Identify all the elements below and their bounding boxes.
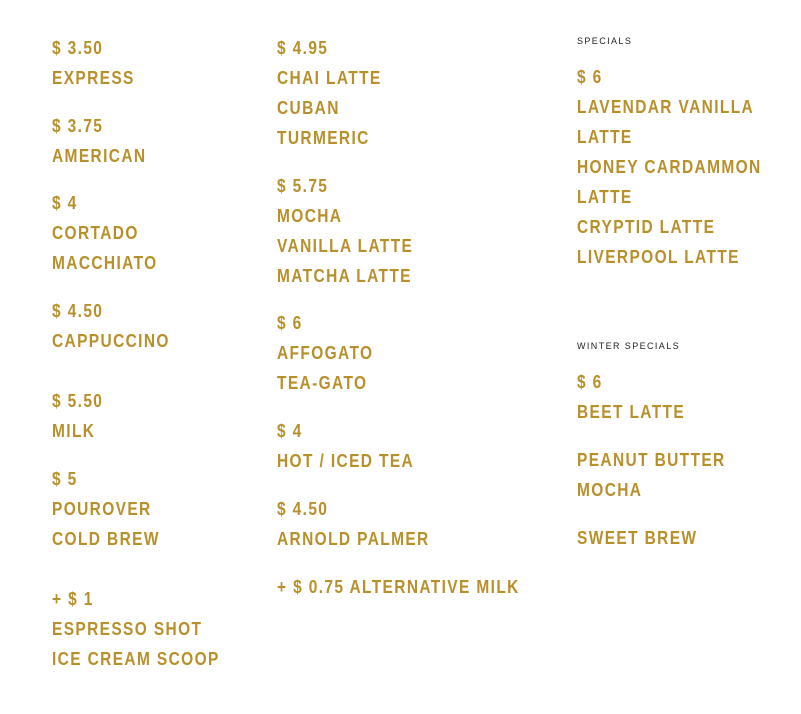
menu-item: PEANUT BUTTER — [577, 450, 726, 470]
menu-item: BEET LATTE — [577, 402, 686, 422]
menu-item: MOCHA — [277, 206, 343, 226]
menu-item: ICE CREAM SCOOP — [52, 649, 220, 669]
price-label: $ 5 — [52, 469, 78, 489]
price-label: $ 4 — [277, 421, 303, 441]
price-label: $ 3.50 — [52, 38, 104, 58]
menu-item: ESPRESSO SHOT — [52, 619, 203, 639]
price-label: $ 4 — [52, 193, 78, 213]
menu-item: AFFOGATO — [277, 343, 374, 363]
menu-item: MATCHA LATTE — [277, 266, 412, 286]
price-label: $ 4.50 — [52, 301, 104, 321]
menu-item: CUBAN — [277, 98, 340, 118]
menu-item: CHAI LATTE — [277, 68, 382, 88]
menu-item: LIVERPOOL LATTE — [577, 247, 740, 267]
menu-item: LATTE — [577, 187, 633, 207]
price-label: $ 6 — [577, 67, 603, 87]
price-label: $ 6 — [277, 313, 303, 333]
menu-item: AMERICAN — [52, 146, 147, 166]
menu-item: TURMERIC — [277, 128, 370, 148]
price-label: $ 4.50 — [277, 499, 329, 519]
price-label: $ 5.75 — [277, 176, 329, 196]
menu-item: HONEY CARDAMMON — [577, 157, 762, 177]
price-label: $ 5.50 — [52, 391, 104, 411]
menu-item: HOT / ICED TEA — [277, 451, 415, 471]
price-label: $ 3.75 — [52, 116, 104, 136]
price-label: + $ 1 — [52, 589, 94, 609]
menu-item: LAVENDAR VANILLA — [577, 97, 755, 117]
price-label: $ 6 — [577, 372, 603, 392]
menu-item: EXPRESS — [52, 68, 135, 88]
menu-item: CRYPTID LATTE — [577, 217, 716, 237]
section-heading: SPECIALS — [577, 36, 633, 46]
section-heading: WINTER SPECIALS — [577, 341, 681, 351]
menu-item: SWEET BREW — [577, 528, 698, 548]
menu-item: COLD BREW — [52, 529, 160, 549]
menu-item: POUROVER — [52, 499, 152, 519]
menu-item: CAPPUCCINO — [52, 331, 170, 351]
menu-item: LATTE — [577, 127, 633, 147]
menu-item: MACCHIATO — [52, 253, 158, 273]
menu-item: ARNOLD PALMER — [277, 529, 430, 549]
menu-item: MILK — [52, 421, 96, 441]
menu-item: TEA-GATO — [277, 373, 368, 393]
menu-item: MOCHA — [577, 480, 643, 500]
price-label: $ 4.95 — [277, 38, 329, 58]
addon-note: + $ 0.75 ALTERNATIVE MILK — [277, 577, 520, 597]
menu-item: VANILLA LATTE — [277, 236, 414, 256]
menu-item: CORTADO — [52, 223, 139, 243]
